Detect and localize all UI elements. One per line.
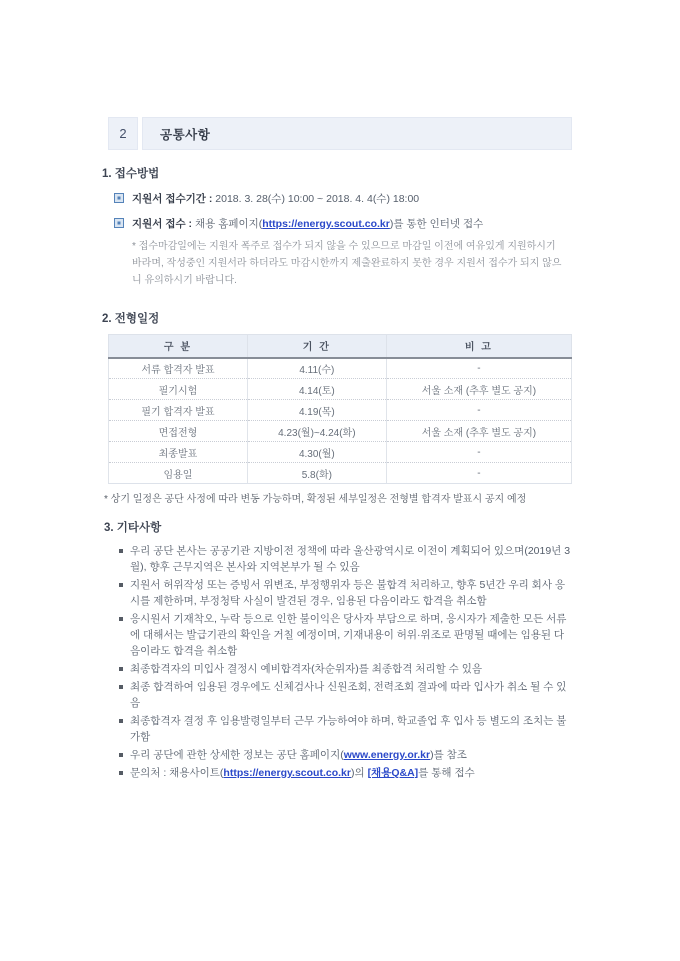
cell-category: 면접전형 <box>109 421 248 442</box>
etc-contact-suffix: 를 통해 접수 <box>418 767 475 779</box>
method-item-submit-suffix: )를 통한 인터넷 접수 <box>389 218 484 230</box>
table-row <box>109 400 572 421</box>
square-bullet-icon <box>119 771 123 775</box>
cell-category: 최종발표 <box>109 442 248 463</box>
etc-item-text: 최종합격자 결정 후 임용발령일부터 근무 가능하여야 하며, 학교졸업 후 입사 등 별도의 조치는 불가함 <box>130 715 567 743</box>
heading-schedule: 2. 전형일정 <box>102 313 160 325</box>
section-number-badge: 2 <box>108 117 138 150</box>
method-item-period-label: 지원서 접수기간 <box>132 193 206 205</box>
etc-item-text <box>130 747 572 763</box>
method-item-period-text <box>132 192 419 206</box>
etc-contact-prefix: 문의처 : 채용사이트( <box>130 767 224 779</box>
etc-item-text: 지원서 허위작성 또는 증빙서 위변조, 부정행위자 등은 불합격 처리하고, 향후 5년간 우리 회사 응시를 제한하며, 부정청탁 사실이 발견된 경우, 임용된 다음이라도 합격을 취소함 <box>130 579 566 607</box>
method-item-submit-prefix: 채용 홈페이지( <box>194 218 263 230</box>
list-item <box>108 747 572 763</box>
table-row <box>109 442 572 463</box>
square-bullet-icon <box>119 667 123 671</box>
recruit-site-link[interactable]: https://energy.scout.co.kr <box>223 767 351 779</box>
table-row <box>109 358 572 379</box>
list-item <box>108 765 572 781</box>
etc-item-text: 응시원서 기재착오, 누락 등으로 인한 불이익은 당사자 부담으로 하며, 응시자가 제출한 모든 서류에 대해서는 발급기관의 확인을 거칠 예정이며, 기재내용이 허위·위조로 판명될 때에는 임용된 다음이라도 합격을 취소함 <box>130 613 567 657</box>
etc-contact-mid: )의 <box>351 767 368 779</box>
col-header-category: 구 분 <box>109 335 248 358</box>
table-row <box>109 421 572 442</box>
etc-item-text <box>130 765 572 781</box>
cell-category: 서류 합격자 발표 <box>109 358 248 379</box>
list-item <box>108 661 572 677</box>
method-item-period-value: 2018. 3. 28(수) 10:00 ~ 2018. 4. 4(수) 18:00 <box>215 193 420 205</box>
cell-period: 4.23(월)~4.24(화) <box>247 421 386 442</box>
section-banner <box>108 117 572 150</box>
square-bullet-icon <box>119 583 123 587</box>
cell-category: 필기 합격자 발표 <box>109 400 248 421</box>
recruit-site-link[interactable]: https://energy.scout.co.kr <box>262 218 390 230</box>
blue-square-bullet-icon <box>114 218 124 228</box>
list-item <box>108 713 572 745</box>
list-item <box>108 543 572 575</box>
document-body <box>102 117 572 781</box>
list-item <box>108 577 572 609</box>
heading-method: 1. 접수방법 <box>102 168 160 180</box>
etc-list <box>108 543 572 781</box>
cell-period: 4.19(목) <box>247 400 386 421</box>
cell-category: 임용일 <box>109 463 248 484</box>
table-row <box>109 379 572 400</box>
square-bullet-icon <box>119 753 123 757</box>
homepage-link[interactable]: www.energy.or.kr <box>343 749 431 761</box>
cell-period: 4.14(토) <box>247 379 386 400</box>
method-item-submit <box>108 217 572 231</box>
schedule-header-row <box>109 335 572 358</box>
method-item-period-separator: : <box>205 193 216 205</box>
square-bullet-icon <box>119 549 123 553</box>
list-item <box>108 679 572 711</box>
square-bullet-icon <box>119 617 123 621</box>
method-item-submit-separator: : <box>185 218 195 230</box>
etc-item-text: 최종 합격하여 임용된 경우에도 신체검사나 신원조회, 전력조회 결과에 따라 입사가 취소 될 수 있음 <box>130 681 567 709</box>
cell-remark: - <box>386 400 571 421</box>
blue-square-bullet-icon <box>114 193 124 203</box>
cell-remark: 서울 소재 (추후 별도 공지) <box>386 379 571 400</box>
heading-etc: 3. 기타사항 <box>104 522 162 534</box>
etc-item-text: 최종합격자의 미입사 결정시 예비합격자(차순위자)를 최종합격 처리할 수 있음 <box>130 663 482 675</box>
section-banner-title: 공통사항 <box>142 117 572 150</box>
cell-period: 4.11(수) <box>247 358 386 379</box>
cell-remark: - <box>386 442 571 463</box>
method-item-submit-label: 지원서 접수 <box>132 218 186 230</box>
square-bullet-icon <box>119 719 123 723</box>
cell-period: 5.8(화) <box>247 463 386 484</box>
schedule-table <box>108 334 572 484</box>
list-item <box>108 611 572 659</box>
etc-homepage-suffix: )를 참조 <box>430 749 467 761</box>
etc-homepage-prefix: 우리 공단에 관한 상세한 정보는 공단 홈페이지( <box>130 749 344 761</box>
col-header-period: 기 간 <box>247 335 386 358</box>
method-deadline-note: * 접수마감일에는 지원자 폭주로 접수가 되지 않을 수 있으므로 마감일 이전에 여유있게 지원하시기 바라며, 작성중인 지원서라 하더라도 마감시한까지 제출완료하지 못한 경우 지원서 접수가 되지 않으니 유의하시기 바랍니다. <box>132 241 562 286</box>
method-item-period <box>108 192 572 206</box>
cell-remark: 서울 소재 (추후 별도 공지) <box>386 421 571 442</box>
table-row <box>109 463 572 484</box>
schedule-footnote: * 상기 일정은 공단 사정에 따라 변동 가능하며, 확정된 세부일정은 전형별 합격자 발표시 공지 예정 <box>104 494 527 505</box>
cell-remark: - <box>386 463 571 484</box>
cell-remark: - <box>386 358 571 379</box>
col-header-remark: 비 고 <box>386 335 571 358</box>
cell-category: 필기시험 <box>109 379 248 400</box>
cell-period: 4.30(월) <box>247 442 386 463</box>
etc-item-text: 우리 공단 본사는 공공기관 지방이전 정책에 따라 울산광역시로 이전이 계획되어 있으며(2019년 3월), 향후 근무지역은 본사와 지역본부가 될 수 있음 <box>130 545 571 573</box>
method-item-submit-text <box>132 217 483 231</box>
square-bullet-icon <box>119 685 123 689</box>
recruit-qna-link[interactable]: [채용Q&A] <box>367 767 419 779</box>
